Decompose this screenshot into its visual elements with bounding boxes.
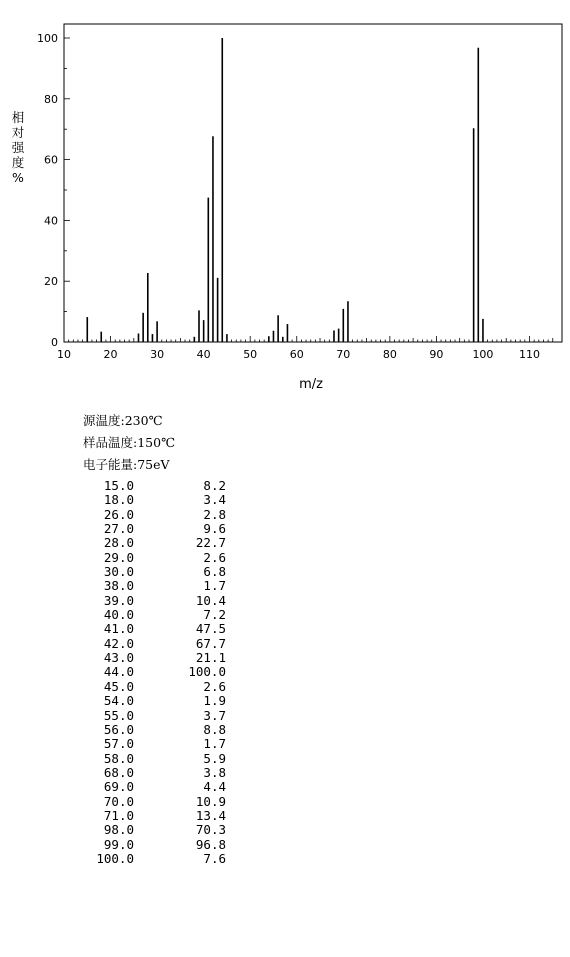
peak-abundance: 4.4 bbox=[203, 779, 226, 795]
peak-mz: 18.0 bbox=[103, 492, 134, 508]
peak-abundance: 96.8 bbox=[195, 836, 226, 852]
x-tick-label: 10 bbox=[57, 348, 71, 361]
peak-row bbox=[0, 594, 240, 608]
plot-frame bbox=[64, 24, 562, 342]
peak-abundance: 1.7 bbox=[203, 578, 226, 594]
peak-row bbox=[0, 508, 240, 522]
peak-abundance: 5.9 bbox=[203, 750, 226, 766]
peak-mz: 99.0 bbox=[103, 836, 134, 852]
y-axis-label-char: 相 bbox=[11, 110, 25, 125]
x-tick-label: 90 bbox=[429, 348, 444, 361]
peak-row bbox=[0, 795, 240, 809]
x-tick-label: 50 bbox=[243, 348, 258, 361]
peak-abundance: 6.8 bbox=[203, 564, 226, 580]
peak-abundance: 13.4 bbox=[195, 807, 226, 823]
sample-temperature: 样品温度:150℃ bbox=[83, 435, 176, 450]
x-tick-label: 20 bbox=[103, 348, 118, 361]
peak-row bbox=[0, 694, 240, 708]
peak-mz: 28.0 bbox=[103, 535, 134, 551]
x-tick-label: 30 bbox=[150, 348, 165, 361]
mass-spectrum-chart bbox=[0, 0, 570, 400]
x-tick-label: 60 bbox=[289, 348, 304, 361]
y-axis-label-char: % bbox=[12, 170, 24, 185]
peak-mz: 26.0 bbox=[103, 506, 134, 522]
peak-abundance: 7.2 bbox=[203, 607, 226, 623]
peak-abundance: 1.7 bbox=[203, 736, 226, 752]
peak-row bbox=[0, 579, 240, 593]
peak-row bbox=[0, 622, 240, 636]
peak-abundance: 1.9 bbox=[203, 693, 226, 709]
peak-mz: 38.0 bbox=[103, 578, 134, 594]
peak-mz: 54.0 bbox=[103, 693, 134, 709]
peak-mz: 40.0 bbox=[103, 607, 134, 623]
peak-row bbox=[0, 723, 240, 737]
peak-abundance: 3.7 bbox=[203, 707, 226, 723]
acquisition-conditions bbox=[83, 410, 175, 476]
y-axis-label-char: 度 bbox=[11, 155, 25, 170]
peak-row bbox=[0, 522, 240, 536]
source-temperature: 源温度:230℃ bbox=[83, 413, 163, 428]
x-tick-label: 100 bbox=[472, 348, 494, 361]
peak-abundance: 8.2 bbox=[203, 478, 226, 493]
x-tick-label: 110 bbox=[519, 348, 540, 361]
y-tick-label: 0 bbox=[51, 336, 58, 349]
electron-energy: 电子能量:75eV bbox=[83, 457, 170, 472]
peak-row bbox=[0, 737, 240, 751]
peak-abundance: 67.7 bbox=[195, 635, 226, 651]
peak-row bbox=[0, 680, 240, 694]
peak-row bbox=[0, 665, 240, 679]
peak-mz: 55.0 bbox=[103, 707, 134, 723]
peak-mz: 56.0 bbox=[103, 721, 134, 737]
peak-abundance: 2.8 bbox=[203, 506, 226, 522]
x-tick-label: 40 bbox=[196, 348, 211, 361]
y-tick-label: 80 bbox=[44, 92, 58, 106]
peak-row bbox=[0, 551, 240, 565]
peak-mz: 69.0 bbox=[103, 779, 134, 795]
spectrum-bars bbox=[87, 38, 483, 342]
y-tick-label: 40 bbox=[44, 214, 58, 228]
peak-row bbox=[0, 838, 240, 852]
x-tick-label: 70 bbox=[336, 348, 351, 361]
y-axis-label-char: 强 bbox=[11, 140, 25, 155]
peak-abundance: 21.1 bbox=[195, 650, 226, 666]
peak-row bbox=[0, 536, 240, 550]
peak-abundance: 3.8 bbox=[203, 764, 226, 780]
peak-mz: 42.0 bbox=[103, 635, 134, 651]
peak-mz: 15.0 bbox=[103, 478, 134, 493]
peak-row bbox=[0, 780, 240, 794]
y-tick-label: 60 bbox=[44, 153, 58, 167]
peak-row bbox=[0, 809, 240, 823]
peak-mz: 29.0 bbox=[103, 549, 134, 565]
peak-mz: 70.0 bbox=[103, 793, 134, 809]
peak-abundance: 47.5 bbox=[195, 621, 226, 637]
peak-row bbox=[0, 709, 240, 723]
peak-abundance: 8.8 bbox=[203, 721, 226, 737]
peak-row bbox=[0, 565, 240, 579]
peak-abundance: 70.3 bbox=[195, 822, 226, 838]
peak-table bbox=[0, 479, 240, 866]
peak-mz: 43.0 bbox=[103, 650, 134, 666]
peak-mz: 57.0 bbox=[103, 736, 134, 752]
peak-abundance: 7.6 bbox=[203, 850, 226, 866]
peak-row bbox=[0, 823, 240, 837]
peak-abundance: 10.9 bbox=[195, 793, 226, 809]
peak-abundance: 2.6 bbox=[203, 678, 226, 694]
peak-mz: 39.0 bbox=[103, 592, 134, 608]
peak-mz: 45.0 bbox=[103, 678, 134, 694]
peak-row bbox=[0, 852, 240, 866]
peak-row bbox=[0, 479, 240, 493]
peak-mz: 44.0 bbox=[103, 664, 134, 680]
x-tick-label: 80 bbox=[382, 348, 397, 361]
peak-mz: 100.0 bbox=[96, 850, 134, 866]
peak-row bbox=[0, 608, 240, 622]
peak-abundance: 100.0 bbox=[188, 664, 226, 680]
peak-abundance: 22.7 bbox=[195, 535, 226, 551]
peak-mz: 98.0 bbox=[103, 822, 134, 838]
peak-mz: 71.0 bbox=[103, 807, 134, 823]
peak-row bbox=[0, 752, 240, 766]
y-axis-label bbox=[12, 110, 25, 185]
peak-row bbox=[0, 766, 240, 780]
peak-abundance: 2.6 bbox=[203, 549, 226, 565]
peak-abundance: 3.4 bbox=[203, 492, 226, 508]
chart-axes bbox=[37, 24, 562, 361]
y-axis-label-char: 对 bbox=[11, 125, 25, 140]
peak-mz: 41.0 bbox=[103, 621, 134, 637]
y-tick-label: 100 bbox=[37, 32, 58, 45]
peak-row bbox=[0, 651, 240, 665]
y-tick-label: 20 bbox=[44, 275, 58, 289]
peak-abundance: 9.6 bbox=[203, 521, 226, 537]
peak-row bbox=[0, 493, 240, 507]
peak-mz: 30.0 bbox=[103, 564, 134, 580]
peak-abundance: 10.4 bbox=[195, 592, 226, 608]
peak-mz: 27.0 bbox=[103, 521, 134, 537]
x-axis-label: m/z bbox=[299, 377, 323, 392]
peak-mz: 68.0 bbox=[103, 764, 134, 780]
peak-mz: 58.0 bbox=[103, 750, 134, 766]
peak-row bbox=[0, 637, 240, 651]
